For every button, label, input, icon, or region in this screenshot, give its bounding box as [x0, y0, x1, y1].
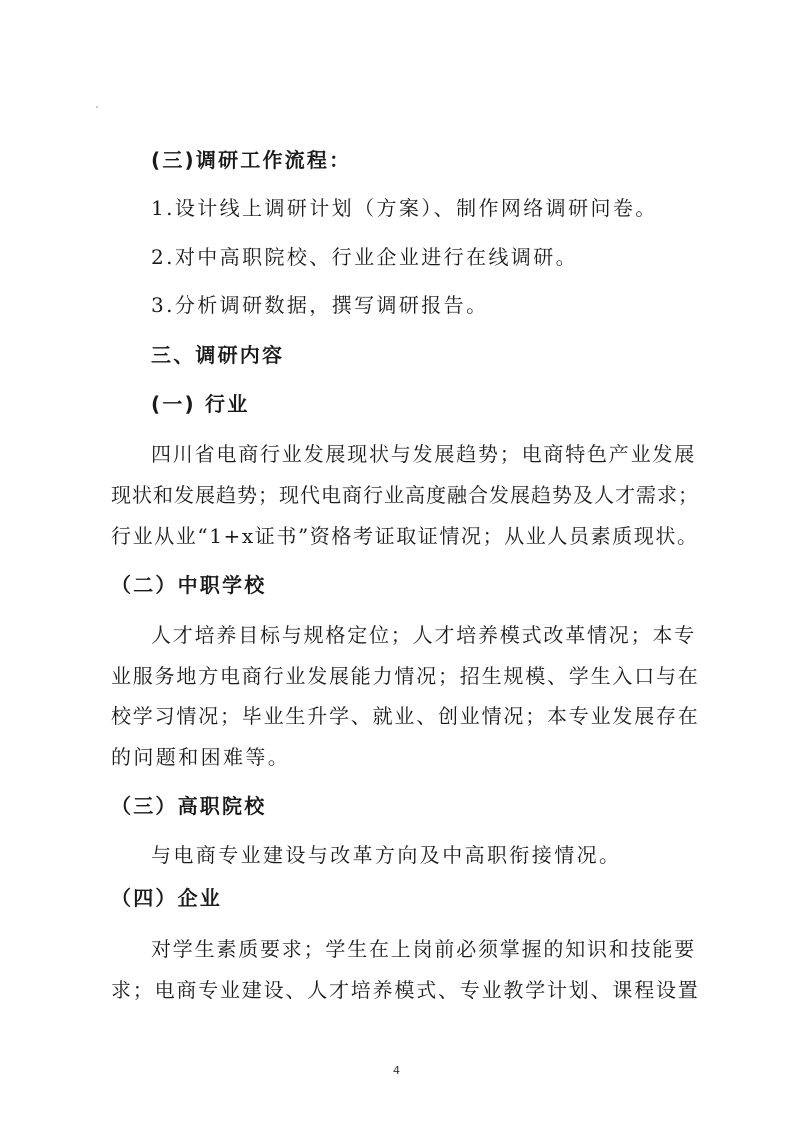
section-heading-content: 三、调研内容 — [151, 343, 285, 367]
paragraph-line: 人才培养目标与规格定位；人才培养模式改革情况；本专 — [151, 623, 696, 647]
paragraph-line: 四川省电商行业发展现状与发展趋势；电商特色产业发展 — [151, 442, 696, 466]
subsection-heading-industry: (一) 行业 — [151, 392, 250, 416]
subsection-heading-secondary-school: （二）中职学校 — [111, 573, 267, 597]
scan-speck — [96, 106, 98, 108]
paragraph-line: 业服务地方电商行业发展能力情况；招生规模、学生入口与在 — [111, 664, 700, 688]
paragraph-line: 的问题和困难等。 — [111, 745, 291, 769]
page-number: 4 — [393, 1064, 400, 1077]
section-heading-workflow: (三)调研工作流程： — [151, 148, 352, 172]
subsection-heading-enterprise: （四）企业 — [111, 886, 222, 910]
workflow-step-3: 3.分析调研数据，撰写调研报告。 — [151, 293, 489, 317]
paragraph-line: 行业从业“1+x证书”资格考证取证情况；从业人员素质现状。 — [111, 524, 699, 548]
paragraph-line: 校学习情况；毕业生升学、就业、创业情况；本专业发展存在 — [111, 704, 700, 728]
subsection-heading-higher-vocational: （三）高职院校 — [111, 794, 267, 818]
paragraph-line: 对学生素质要求；学生在上岗前必须掌握的知识和技能要 — [151, 937, 696, 961]
workflow-step-1: 1.设计线上调研计划（方案）、制作网络调研问卷。 — [151, 196, 658, 220]
workflow-step-2: 2.对中高职院校、行业企业进行在线调研。 — [151, 245, 579, 269]
paragraph-line: 求；电商专业建设、人才培养模式、专业教学计划、课程设置 — [111, 978, 700, 1002]
paragraph-line: 与电商专业建设与改革方向及中高职衔接情况。 — [151, 843, 622, 867]
paragraph-line: 现状和发展趋势；现代电商行业高度融合发展趋势及人才需求； — [111, 483, 699, 507]
